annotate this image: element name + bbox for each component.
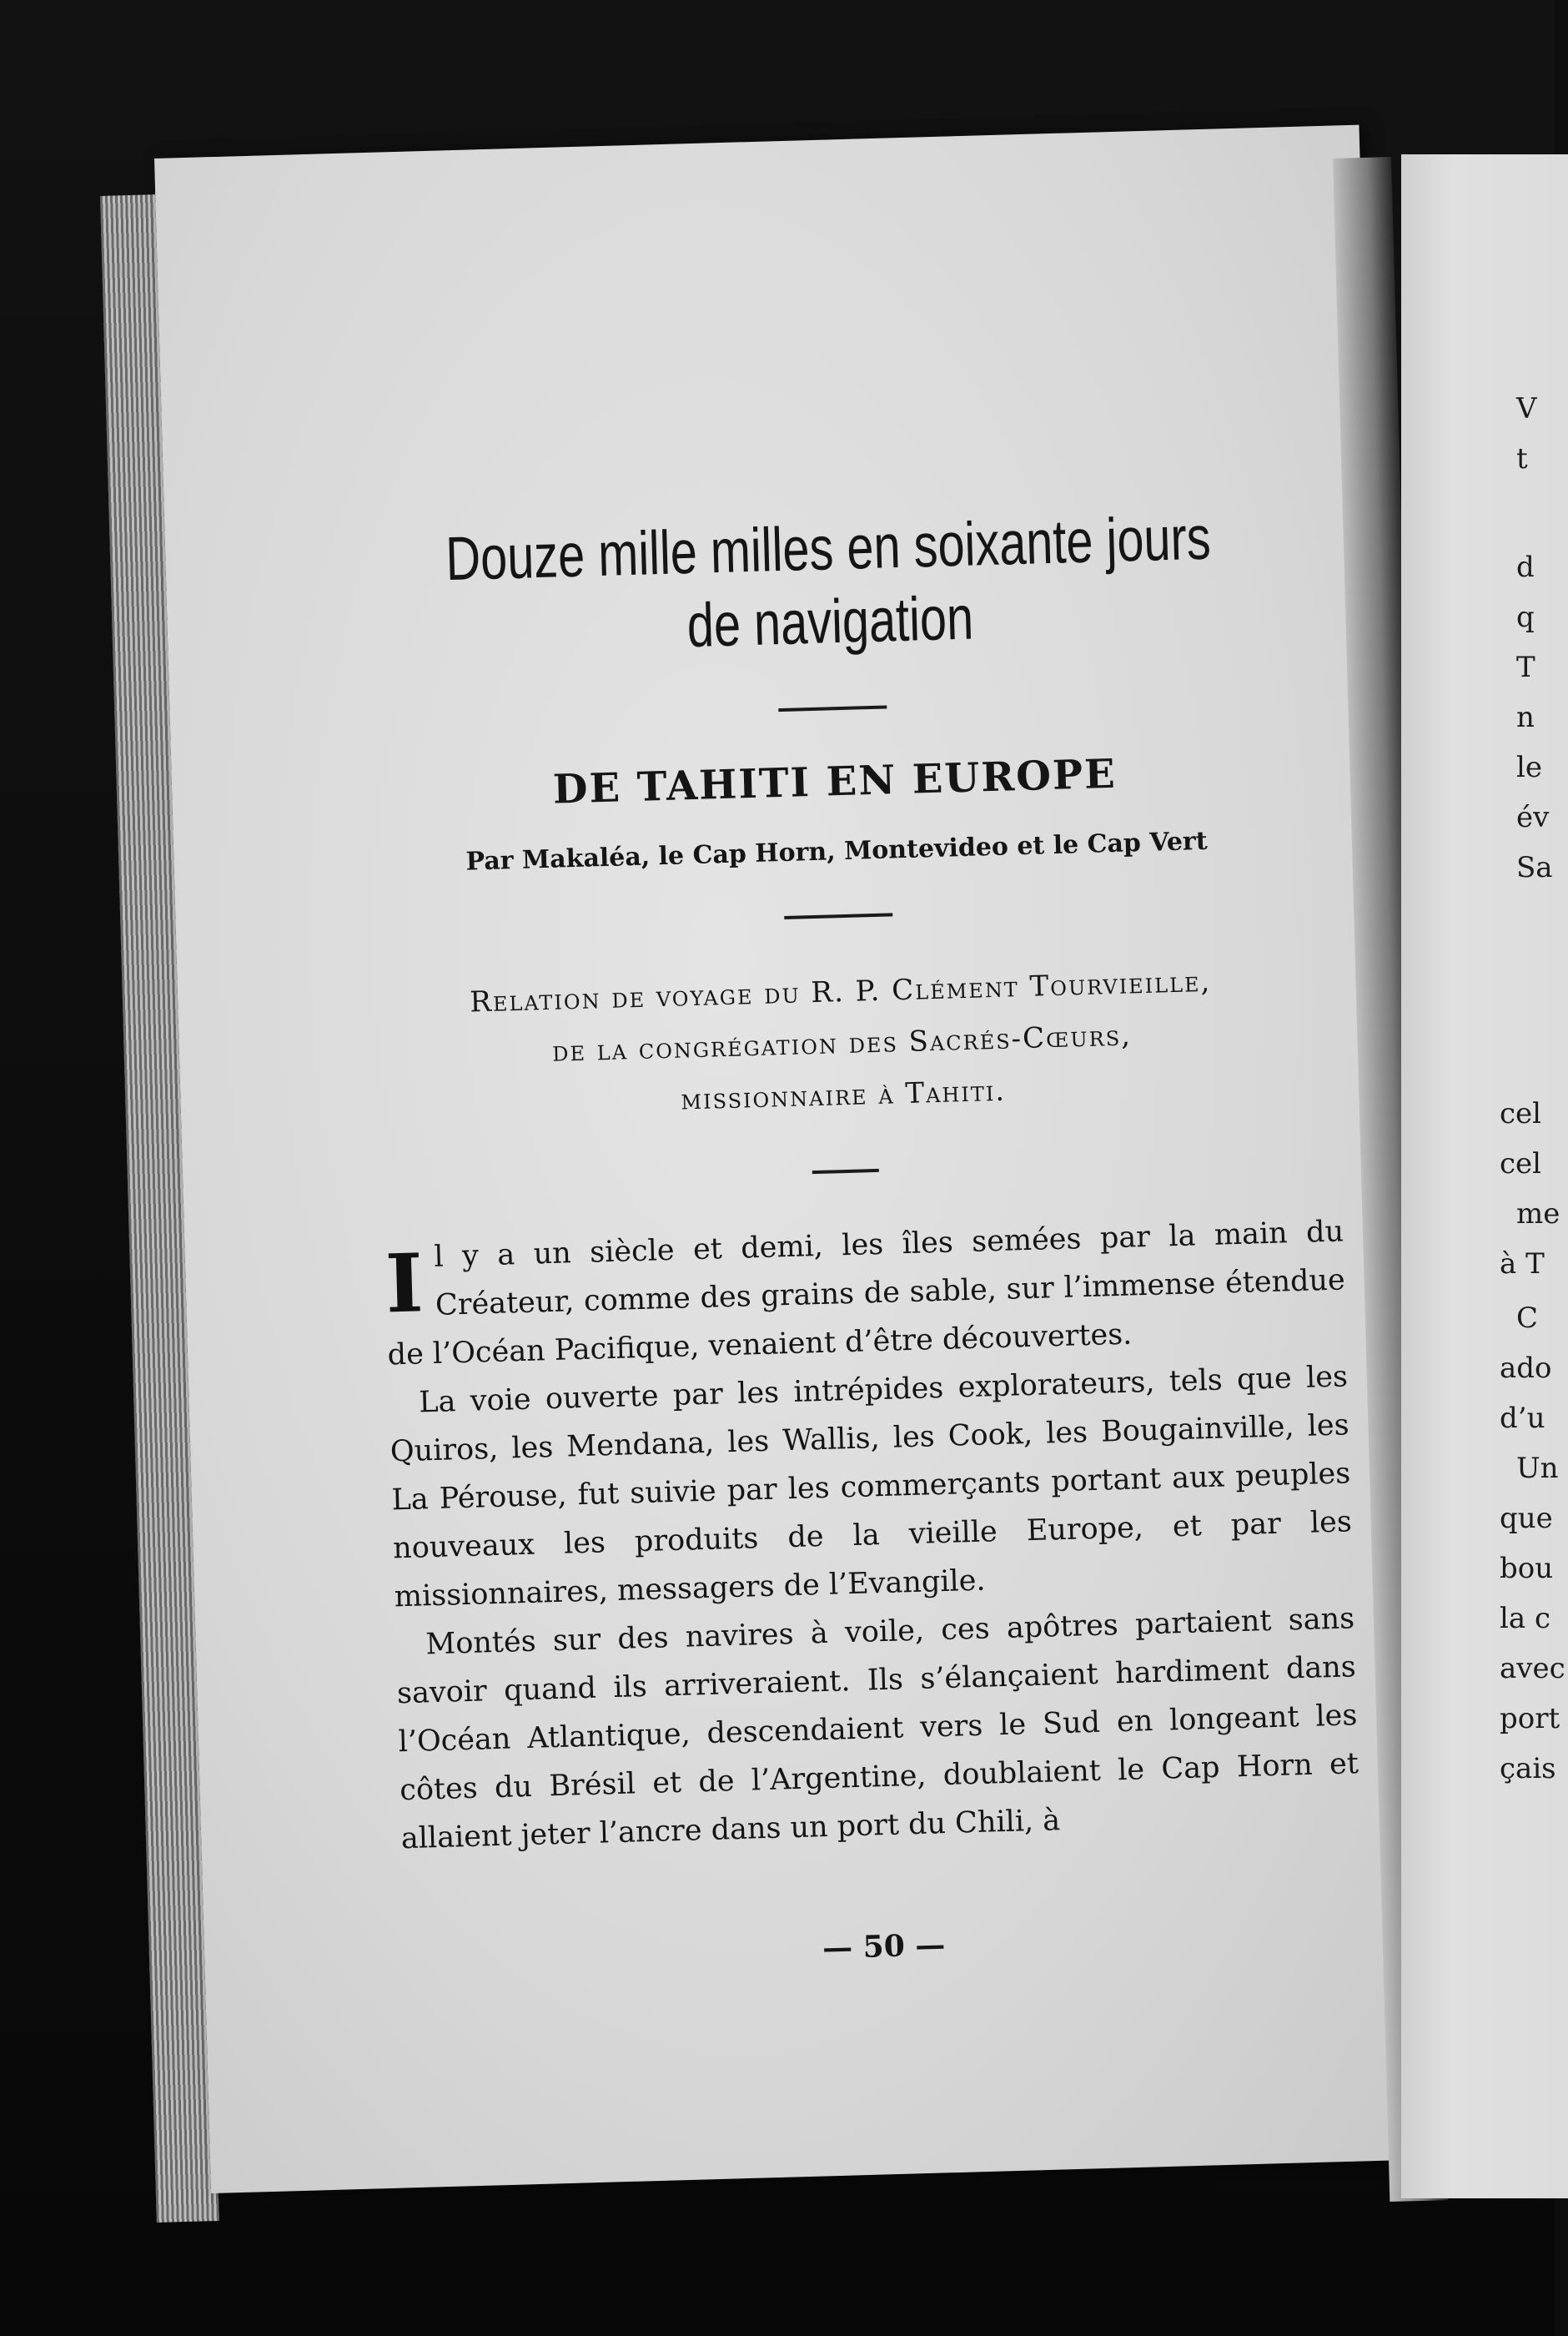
divider-rule (784, 913, 892, 919)
right-page-text-fragment: à T (1500, 1247, 1545, 1281)
route-byline: Par Makaléa, le Cap Horn, Montevideo et le Cap Vert (465, 826, 1209, 877)
right-page-text-fragment: q (1516, 601, 1535, 634)
drop-cap: I (384, 1236, 425, 1332)
right-page-text-fragment: d’u (1500, 1402, 1545, 1435)
right-page-text-fragment: t (1516, 442, 1528, 476)
divider-rule (812, 1169, 879, 1174)
right-page-text-fragment: Un (1516, 1452, 1559, 1485)
right-page-text-fragment: C (1516, 1301, 1539, 1335)
right-page-text-fragment: cel (1500, 1147, 1542, 1181)
chapter-subtitle: DE TAHITI EN EUROPE (552, 750, 1118, 813)
chapter-title (440, 501, 1219, 669)
page-number: — 50 — (822, 1927, 946, 1966)
paragraph (384, 1207, 1347, 1379)
right-page-text-fragment: d (1516, 551, 1535, 584)
relation-line-2: de la congrégation des Sacrés-Cœurs, (551, 1019, 1133, 1069)
relation-line-1: Relation de voyage du R. P. Clément Tourvieille, (469, 964, 1212, 1019)
body-text (384, 1207, 1361, 1863)
right-page-text-fragment: cel (1500, 1097, 1542, 1130)
right-page-text-fragment: T (1516, 651, 1535, 684)
right-page-text-fragment: avec (1500, 1652, 1565, 1685)
relation-line-3: missionnaire à Tahiti. (680, 1074, 1007, 1117)
right-page-text-fragment: év (1516, 801, 1550, 834)
paragraph: Montés sur des navires à voile, ces apôtres partaient sans savoir quand ils arriveraient. Ils s’élançaient hardiment dans l’Océan Atlantique, descendaient vers le Sud en longeant les côtes du Brésil et de l’Argentine, doublaient le Cap Horn et allaient jeter l’ancre dans un port du Chili, à (396, 1602, 1359, 1856)
relation-heading (344, 953, 1340, 1135)
right-page-text-fragment: çais (1500, 1752, 1556, 1785)
left-page-content (329, 440, 1364, 1979)
paragraph-text: l y a un siècle et demi, les îles semées par la main du Créateur, comme des grains de sable, sur l’immense étendue de l’Océan Pacifique, venaient d’être découvertes. (387, 1215, 1346, 1372)
right-page-text-fragment: Sa (1516, 851, 1553, 884)
right-page-text-fragment: n (1516, 701, 1535, 734)
right-page-text-fragment: le (1516, 751, 1542, 784)
right-page-text-fragment: la c (1500, 1602, 1550, 1635)
title-line-1: Douze mille milles en soixante jours (445, 502, 1212, 594)
title-line-2: de navigation (686, 582, 975, 661)
right-page (1401, 154, 1568, 2198)
paragraph: La voie ouverte par les intrépides explorateurs, tels que les Quiros, les Mendana, les Wallis, les Cook, les Bougainville, les La Pérouse, fut suivie par les commerçants portant aux peuples nouveaux les produits de la vieille Europe, et par les missionnaires, messagers de l’Evangile. (389, 1360, 1353, 1614)
right-page-text-fragment: bou (1500, 1552, 1554, 1585)
right-page-text-fragment: ado (1500, 1352, 1552, 1385)
right-page-text-fragment: V (1516, 392, 1537, 425)
right-page-text-fragment: me (1516, 1197, 1560, 1231)
right-page-text-fragment: que (1500, 1502, 1553, 1535)
right-page-text-fragment: port (1500, 1702, 1560, 1735)
divider-rule (778, 705, 887, 712)
